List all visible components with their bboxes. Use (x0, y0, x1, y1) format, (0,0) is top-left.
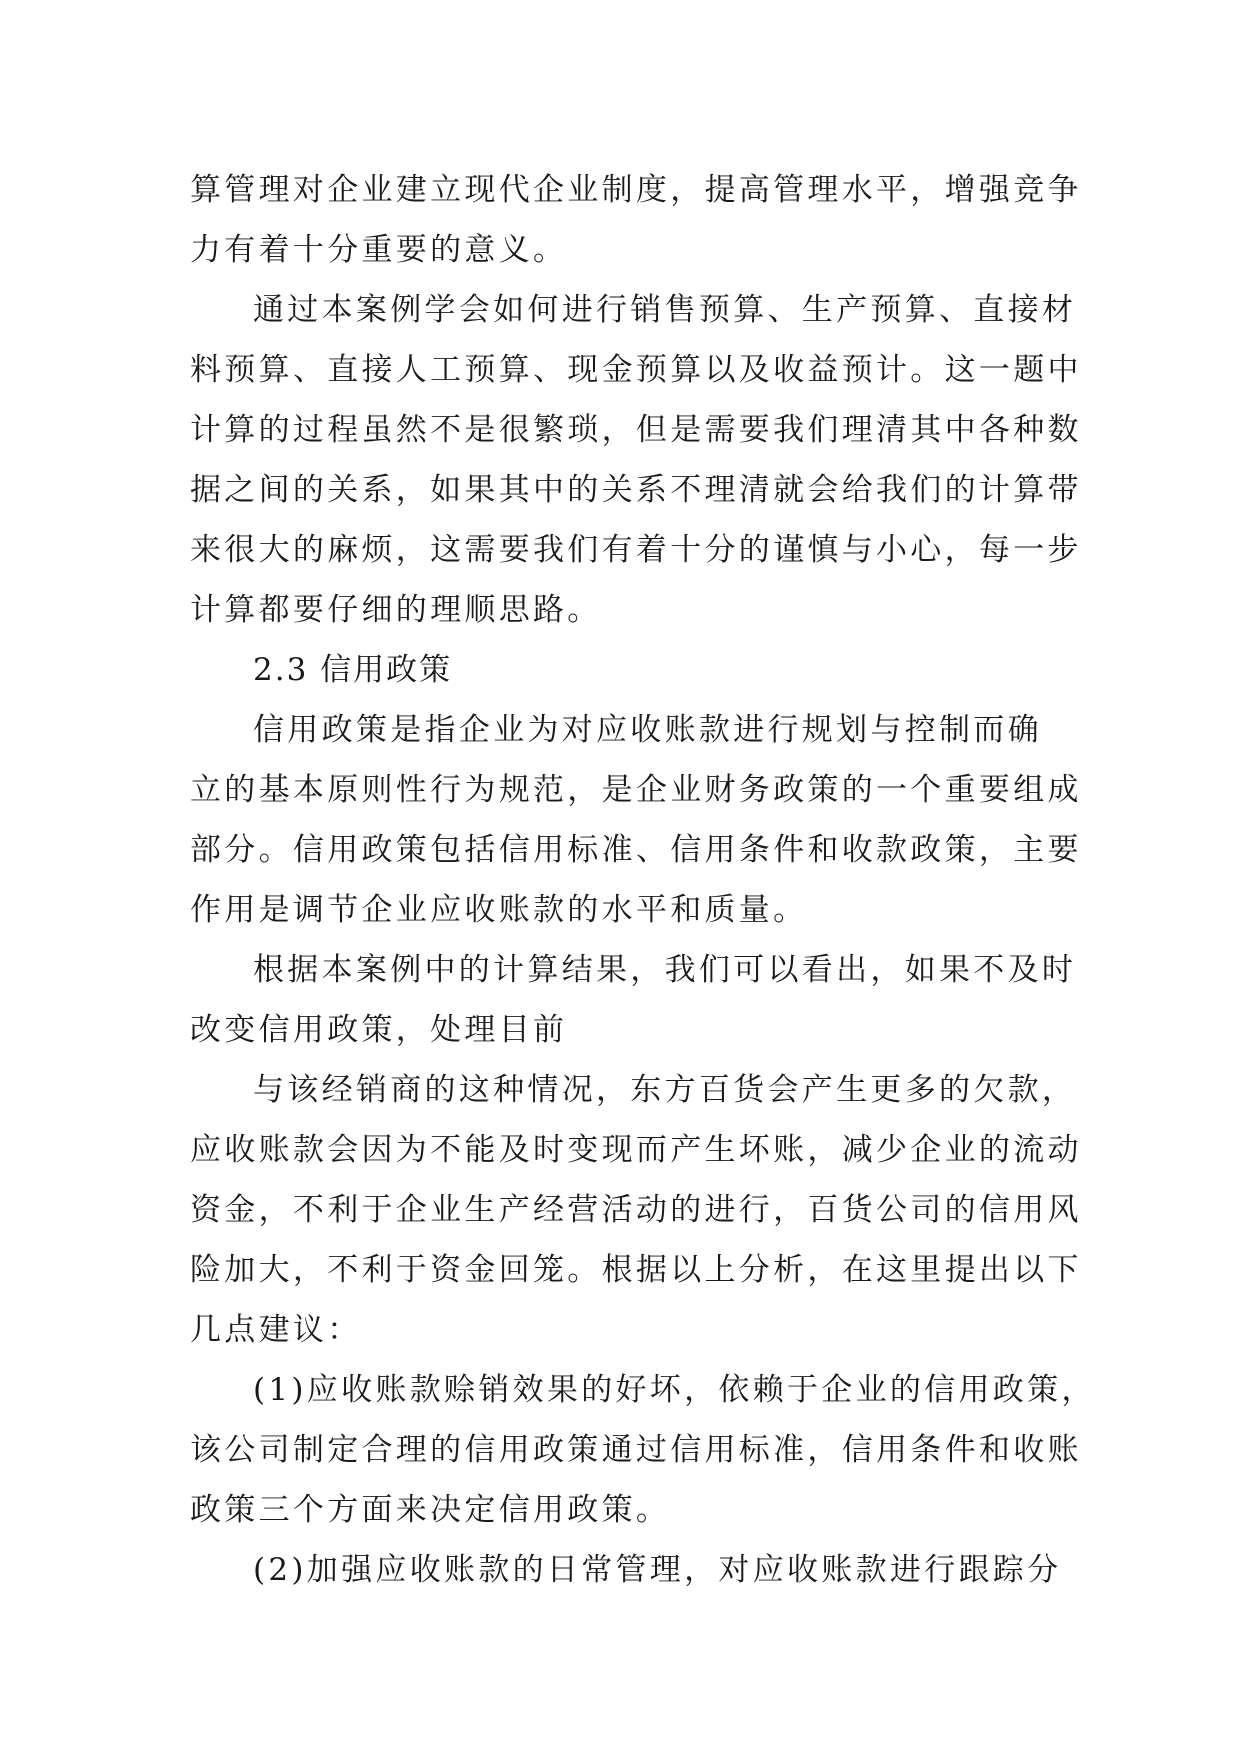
text-line: 政策三个方面来决定信用政策。 (190, 1492, 671, 1528)
text-line: 力有着十分重要的意义。 (190, 232, 568, 268)
text-line: 应收账款会因为不能及时变现而产生坏账，减少企业的流动 (190, 1132, 1082, 1168)
text-line: 立的基本原则性行为规范，是企业财务政策的一个重要组成 (190, 772, 1082, 808)
paragraph-start-line: 根据本案例中的计算结果，我们可以看出，如果不及时 (253, 952, 1077, 988)
text-line: 据之间的关系，如果其中的关系不理清就会给我们的计算带 (190, 472, 1082, 508)
text-line: 改变信用政策，处理目前 (190, 1012, 568, 1048)
paragraph-start-line: 信用政策是指企业为对应收账款进行规划与控制而确 (253, 712, 1042, 748)
text-line: 部分。信用政策包括信用标准、信用条件和收款政策，主要 (190, 832, 1082, 868)
section-heading: 2.3 信用政策 (253, 652, 453, 688)
paragraph-start-line: 通过本案例学会如何进行销售预算、生产预算、直接材 (253, 292, 1077, 328)
list-item-line: (2)加强应收账款的日常管理，对应收账款进行跟踪分 (253, 1552, 1062, 1588)
text-line: 计算的过程虽然不是很繁琐，但是需要我们理清其中各种数 (190, 412, 1082, 448)
paragraph-start-line: 与该经销商的这种情况，东方百货会产生更多的欠款， (253, 1072, 1077, 1108)
text-line: 料预算、直接人工预算、现金预算以及收益预计。这一题中 (190, 352, 1082, 388)
text-line: 几点建议： (190, 1312, 362, 1348)
text-line: 计算都要仔细的理顺思路。 (190, 592, 602, 628)
body-text (190, 160, 1096, 1600)
text-line: 算管理对企业建立现代企业制度，提高管理水平，增强竞争 (190, 172, 1082, 208)
text-line: 作用是调节企业应收账款的水平和质量。 (190, 892, 808, 928)
text-line: 资金，不利于企业生产经营活动的进行，百货公司的信用风 (190, 1192, 1082, 1228)
text-line: 来很大的麻烦，这需要我们有着十分的谨慎与小心，每一步 (190, 532, 1082, 568)
text-line: 险加大，不利于资金回笼。根据以上分析，在这里提出以下 (190, 1252, 1082, 1288)
list-item-line: (1)应收账款赊销效果的好坏，依赖于企业的信用政策， (253, 1372, 1096, 1408)
text-line: 该公司制定合理的信用政策通过信用标准，信用条件和收账 (190, 1432, 1082, 1468)
